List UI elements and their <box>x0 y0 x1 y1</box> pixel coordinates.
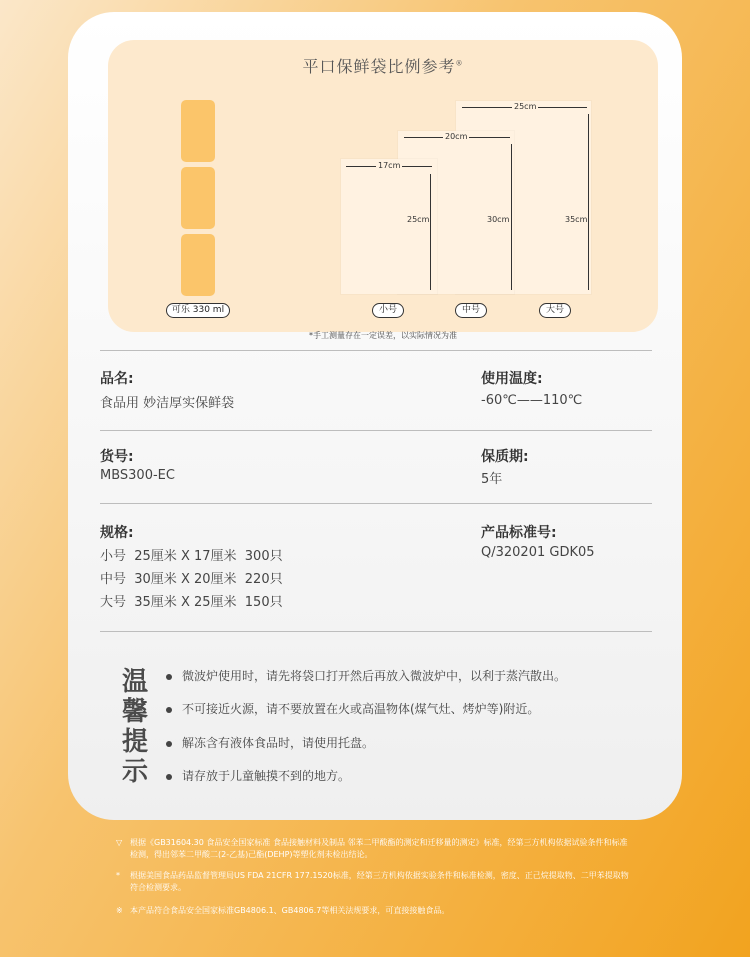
ratio-title: 平口保鲜袋比例参考® <box>302 57 464 76</box>
bag-small <box>341 159 437 294</box>
height-line-large <box>588 114 589 290</box>
tips-title: 温 馨 提 示 <box>121 667 148 787</box>
height-label-large: 35cm <box>565 215 588 224</box>
bullet-icon <box>166 774 172 780</box>
spec-row: 小号 25厘米 X 17厘米 300只 <box>100 549 283 564</box>
can-segment <box>181 167 215 229</box>
spec-row: 大号 35厘米 X 25厘米 150只 <box>100 595 283 610</box>
divider <box>100 350 652 351</box>
height-label-medium: 30cm <box>487 215 510 224</box>
height-label-small: 25cm <box>407 215 430 224</box>
bullet-icon <box>166 707 172 713</box>
divider <box>100 631 652 632</box>
sku-value: MBS300-EC <box>100 468 175 483</box>
tip-item: 微波炉使用时，请先将袋口打开然后再放入微波炉中，以利于蒸汽散出。 <box>166 667 566 684</box>
bullet-icon <box>166 674 172 680</box>
tip-item: 解冻含有液体食品时，请使用托盘。 <box>166 734 374 751</box>
product-name-value: 食品用 妙洁厚实保鲜袋 <box>100 396 235 411</box>
product-info-card <box>68 12 682 820</box>
bag-label-large: 大号 <box>539 303 571 318</box>
temperature-value: -60℃——110℃ <box>481 393 583 408</box>
tip-item: 不可接近火源，请不要放置在火或高温物体(煤气灶、烤炉等)附近。 <box>166 700 539 717</box>
height-line-small <box>430 174 431 290</box>
footnote: ▽ 根据《GB31604.30 食品安全国家标准 食品接触材料及制品 邻苯二甲酸酯的测定和迁移量的测定》标准，经第三方机构依据试验条件和标准检测，得出邻苯二甲酸二(2-乙基)己酯(DEHP)等塑化剂未检出结论。 <box>116 838 628 859</box>
measurement-note: *手工测量存在一定误差，以实际情况为准 <box>309 331 457 340</box>
spec-row: 中号 30厘米 X 20厘米 220只 <box>100 572 283 587</box>
sku-label: 货号: <box>100 449 134 465</box>
spec-label: 规格: <box>100 525 134 541</box>
can-segment <box>181 100 215 162</box>
can-segment <box>181 234 215 296</box>
width-label-medium: 20cm <box>445 132 468 141</box>
width-label-large: 25cm <box>514 102 537 111</box>
divider <box>100 503 652 504</box>
shelf-life-label: 保质期: <box>481 449 529 465</box>
shelf-life-value: 5年 <box>481 472 503 487</box>
bag-ratio-panel <box>108 40 658 340</box>
can-label: 可乐 330 ml <box>166 303 230 318</box>
footnote: ※ 本产品符合食品安全国家标准GB4806.1、GB4806.7等相关法规要求，可直接接触食品。 <box>116 906 450 915</box>
standard-value: Q/320201 GDK05 <box>481 545 595 560</box>
footnote: * 根据美国食品药品监督管理局US FDA 21CFR 177.1520标准，经第三方机构依据实验条件和标准检测，密度、正己烷提取物、二甲苯提取物符合检测要求。 <box>116 871 629 892</box>
divider <box>100 430 652 431</box>
temperature-label: 使用温度: <box>481 371 543 387</box>
standard-label: 产品标准号: <box>481 525 557 541</box>
bullet-icon <box>166 741 172 747</box>
product-name-label: 品名: <box>100 371 134 387</box>
tip-item: 请存放于儿童触摸不到的地方。 <box>166 767 350 784</box>
width-label-small: 17cm <box>378 161 401 170</box>
height-line-medium <box>511 144 512 290</box>
bag-label-small: 小号 <box>372 303 404 318</box>
bag-label-medium: 中号 <box>455 303 487 318</box>
